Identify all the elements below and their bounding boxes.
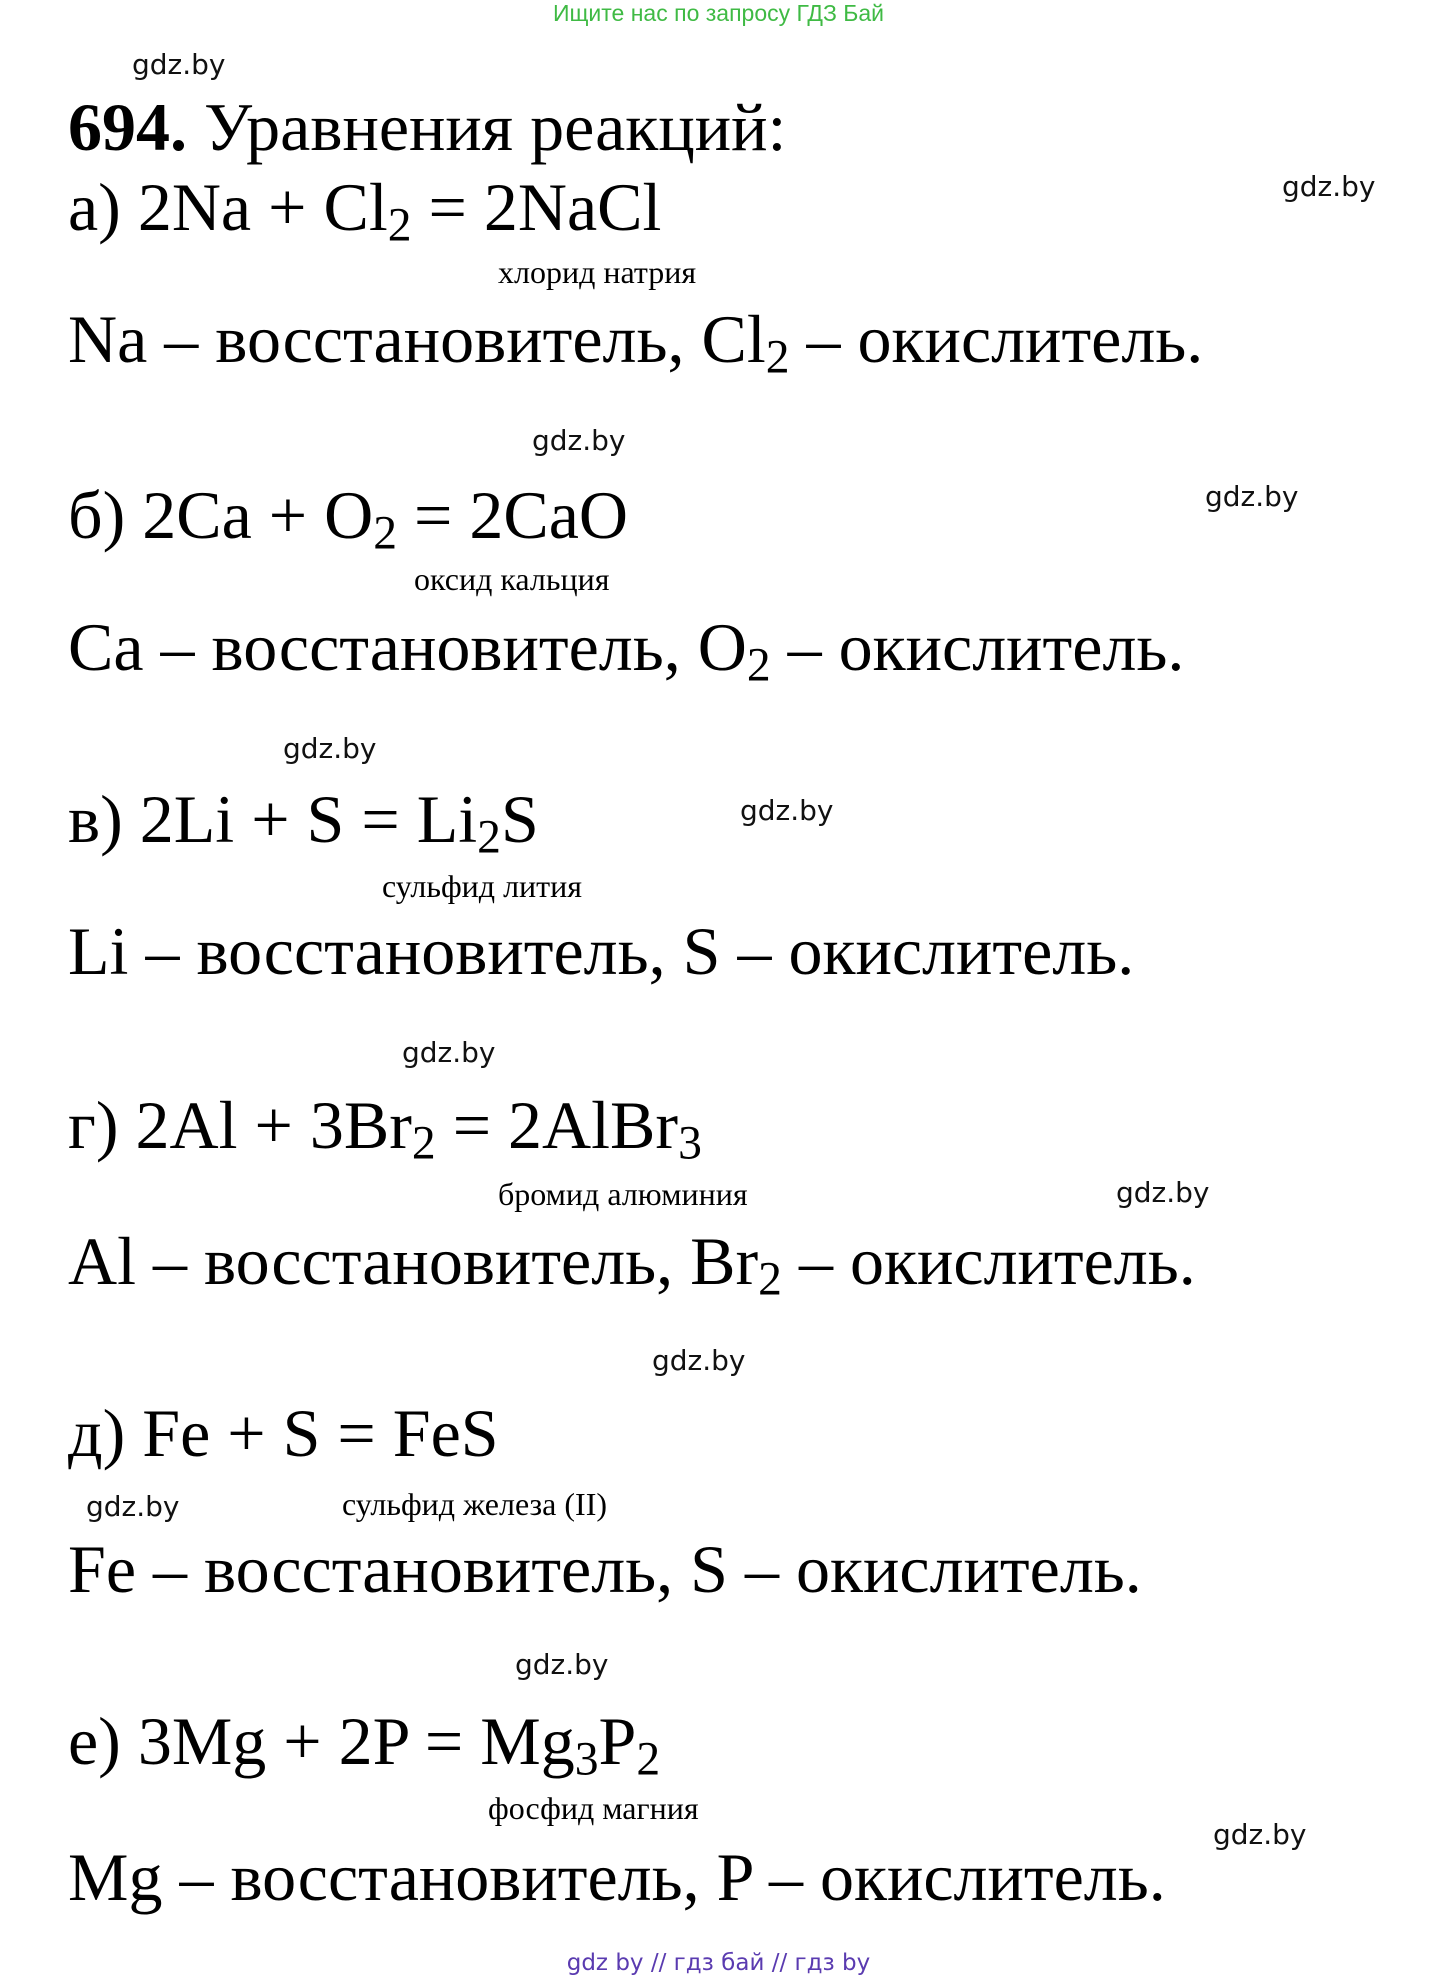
equation-part: = 2AlBr	[435, 1087, 679, 1163]
equation-b	[68, 476, 629, 560]
redox-line	[68, 300, 1204, 384]
subscript: 2	[373, 507, 398, 560]
watermark: gdz.by	[132, 48, 226, 81]
watermark: gdz.by	[1205, 480, 1299, 513]
item-label: е)	[68, 1703, 121, 1779]
equation-part: = 2NaCl	[411, 169, 662, 245]
watermark: gdz.by	[515, 1648, 609, 1681]
product-name: сульфид лития	[382, 868, 582, 904]
reducer-phrase: – восстановитель,	[160, 609, 681, 685]
equation-part: 3Mg + 2P = Mg	[137, 1703, 575, 1779]
watermark: gdz.by	[1116, 1176, 1210, 1209]
reducer-phrase: – восстановитель,	[153, 1531, 674, 1607]
reducer-phrase: – восстановитель,	[164, 301, 685, 377]
equation-part: 2Li + S = Li	[139, 781, 478, 857]
exercise-heading: Уравнения реакций:	[204, 89, 787, 165]
product-name: хлорид натрия	[498, 254, 697, 290]
equation-d	[68, 1394, 499, 1473]
product-name: сульфид железа (II)	[342, 1486, 607, 1522]
oxidizer: O	[697, 609, 747, 685]
watermark: gdz.by	[86, 1490, 180, 1523]
watermark: gdz.by	[532, 424, 626, 457]
item-label: д)	[68, 1395, 126, 1471]
redox-line	[68, 1530, 1142, 1609]
oxidizer: S	[690, 1531, 728, 1607]
reducer: Al	[68, 1223, 136, 1299]
equation-part: 2Ca + O	[142, 477, 374, 553]
redox-line	[68, 608, 1185, 692]
equation-part: Fe + S = FeS	[142, 1395, 499, 1471]
subscript: 2	[411, 1117, 436, 1170]
watermark: gdz.by	[402, 1036, 496, 1069]
product-name: бромид алюминия	[498, 1176, 748, 1212]
exercise-title	[68, 88, 786, 167]
redox-line	[68, 912, 1134, 991]
equation-part: 2Al + 3Br	[135, 1087, 412, 1163]
reducer: Li	[68, 913, 129, 989]
subscript: 2	[387, 199, 412, 252]
item-label: б)	[68, 477, 126, 553]
subscript: 2	[746, 639, 771, 692]
product-name: фосфид магния	[488, 1790, 699, 1826]
reducer: Na	[68, 301, 148, 377]
equation-v	[68, 780, 539, 864]
subscript: 2	[758, 1253, 782, 1306]
equation-part: 2Na + Cl	[137, 169, 388, 245]
reducer: Ca	[68, 609, 144, 685]
search-hint-link[interactable]: Ищите нас по запросу ГДЗ Бай	[552, 0, 885, 26]
redox-line	[68, 1222, 1196, 1306]
equation-part: P	[598, 1703, 637, 1779]
exercise-number: 694.	[68, 89, 187, 165]
oxidizer-phrase: – окислитель.	[798, 1223, 1196, 1299]
watermark: gdz.by	[652, 1344, 746, 1377]
watermark: gdz.by	[283, 732, 377, 765]
oxidizer-phrase: – окислитель.	[745, 1531, 1142, 1607]
watermark: gdz.by	[1213, 1818, 1307, 1851]
product-name: оксид кальция	[414, 561, 610, 597]
redox-line	[68, 1838, 1166, 1917]
oxidizer-phrase: – окислитель.	[806, 301, 1204, 377]
footer-watermark: gdz by // гдз бай // гдз by	[566, 1950, 871, 1976]
item-label: г)	[68, 1087, 119, 1163]
reducer-phrase: – восстановитель,	[153, 1223, 674, 1299]
watermark: gdz.by	[740, 794, 834, 827]
equation-part: S	[500, 781, 539, 857]
reducer-phrase: – восстановитель,	[145, 913, 666, 989]
oxidizer-phrase: – окислитель.	[768, 1839, 1166, 1915]
subscript: 2	[477, 811, 501, 864]
oxidizer: Cl	[701, 301, 766, 377]
subscript: 3	[678, 1117, 702, 1170]
oxidizer: S	[682, 913, 721, 989]
oxidizer-phrase: – окислитель.	[787, 609, 1185, 685]
oxidizer: Br	[690, 1223, 759, 1299]
oxidizer: P	[716, 1839, 752, 1915]
equation-e	[68, 1702, 661, 1786]
subscript: 3	[574, 1733, 599, 1786]
reducer-phrase: – восстановитель,	[179, 1839, 700, 1915]
oxidizer-phrase: – окислитель.	[737, 913, 1135, 989]
subscript: 2	[636, 1733, 661, 1786]
reducer: Fe	[68, 1531, 136, 1607]
equation-g	[68, 1086, 702, 1170]
item-label: в)	[68, 781, 123, 857]
reducer: Mg	[68, 1839, 163, 1915]
item-label: а)	[68, 169, 121, 245]
equation-a	[68, 168, 662, 252]
equation-part: = 2CaO	[397, 477, 629, 553]
subscript: 2	[765, 331, 790, 384]
watermark: gdz.by	[1282, 170, 1376, 203]
